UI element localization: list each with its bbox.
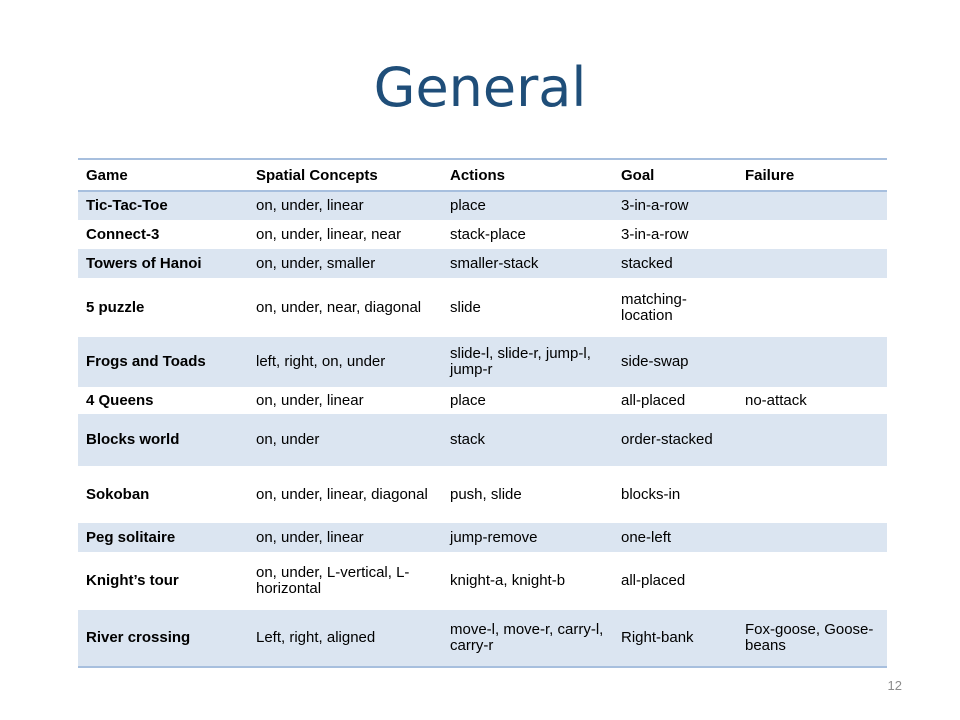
table-row	[78, 191, 887, 220]
cell-actions: push, slide	[450, 485, 522, 503]
cell-game: Towers of Hanoi	[78, 249, 248, 278]
cell-actions: knight-a, knight-b	[450, 572, 566, 589]
cell-game: 4 Queens	[86, 391, 154, 409]
cell-spatial-concepts: on, under	[248, 414, 442, 466]
cell-game: Tic-Tac-Toe	[78, 191, 248, 220]
cell-goal: 3-in-a-row	[613, 191, 737, 220]
slide-title: General	[373, 56, 587, 119]
table-row	[78, 387, 887, 414]
table-row	[78, 466, 887, 523]
cell-spatial-concepts: on, under, L-vertical, L-horizontal	[256, 564, 410, 597]
cell-actions: stack-place	[450, 225, 526, 243]
header-goal: Goal	[613, 159, 737, 191]
cell-failure	[737, 523, 887, 552]
header-actions: Actions	[442, 159, 613, 191]
cell-goal: one-left	[613, 523, 737, 552]
cell-game: Peg solitaire	[78, 523, 248, 552]
cell-goal: side-swap	[613, 337, 737, 387]
cell-game: River crossing	[78, 610, 248, 667]
cell-spatial-concepts: on, under, linear	[256, 391, 364, 409]
table-row	[78, 552, 887, 610]
table-row	[78, 523, 887, 552]
cell-goal: 3-in-a-row	[621, 225, 689, 243]
table-row	[78, 220, 887, 249]
cell-spatial-concepts: on, under, near, diagonal	[256, 298, 422, 316]
cell-game: Knight’s tour	[86, 572, 179, 589]
cell-spatial-concepts: on, under, smaller	[248, 249, 442, 278]
table-row	[78, 414, 887, 466]
cell-actions: smaller-stack	[442, 249, 613, 278]
header-game: Game	[78, 159, 248, 191]
cell-actions: place	[442, 191, 613, 220]
cell-actions: place	[450, 391, 486, 409]
cell-spatial-concepts: on, under, linear, diagonal	[256, 485, 428, 503]
cell-failure: no-attack	[745, 391, 807, 409]
cell-failure: Fox-goose, Goose-beans	[737, 610, 887, 667]
cell-game: Connect-3	[86, 225, 160, 243]
cell-failure	[737, 552, 887, 610]
cell-failure	[737, 337, 887, 387]
table-row	[78, 278, 887, 337]
cell-goal: order-stacked	[613, 414, 737, 466]
header-failure: Failure	[737, 159, 887, 191]
cell-failure	[737, 278, 887, 337]
cell-actions: slide-l, slide-r, jump-l, jump-r	[442, 337, 613, 387]
cell-game: Frogs and Toads	[78, 337, 248, 387]
cell-spatial-concepts: left, right, on, under	[248, 337, 442, 387]
cell-goal: matching-location	[621, 290, 687, 324]
cell-spatial-concepts: on, under, linear	[248, 523, 442, 552]
cell-actions: slide	[450, 298, 481, 316]
table-header-row	[78, 159, 887, 191]
cell-goal: Right-bank	[613, 610, 737, 667]
cell-failure	[737, 466, 887, 523]
cell-failure	[737, 220, 887, 249]
cell-failure	[737, 191, 887, 220]
games-table	[78, 158, 887, 668]
cell-game: Sokoban	[86, 485, 150, 503]
table-row	[78, 610, 887, 667]
cell-game: 5 puzzle	[86, 298, 145, 316]
cell-failure	[737, 414, 887, 466]
cell-spatial-concepts: on, under, linear	[248, 191, 442, 220]
cell-goal: stacked	[613, 249, 737, 278]
cell-actions: jump-remove	[442, 523, 613, 552]
cell-failure	[737, 249, 887, 278]
cell-game: Blocks world	[78, 414, 248, 466]
cell-spatial-concepts: on, under, linear, near	[256, 225, 402, 243]
cell-goal: all-placed	[621, 572, 686, 589]
cell-spatial-concepts: Left, right, aligned	[248, 610, 442, 667]
cell-goal: blocks-in	[621, 485, 681, 503]
table-row	[78, 249, 887, 278]
cell-actions: move-l, move-r, carry-l, carry-r	[442, 610, 613, 667]
page-number: 12	[887, 678, 902, 693]
header-spatial-concepts: Spatial Concepts	[248, 159, 442, 191]
cell-actions: stack	[442, 414, 613, 466]
cell-goal: all-placed	[621, 391, 686, 409]
table-row	[78, 337, 887, 387]
